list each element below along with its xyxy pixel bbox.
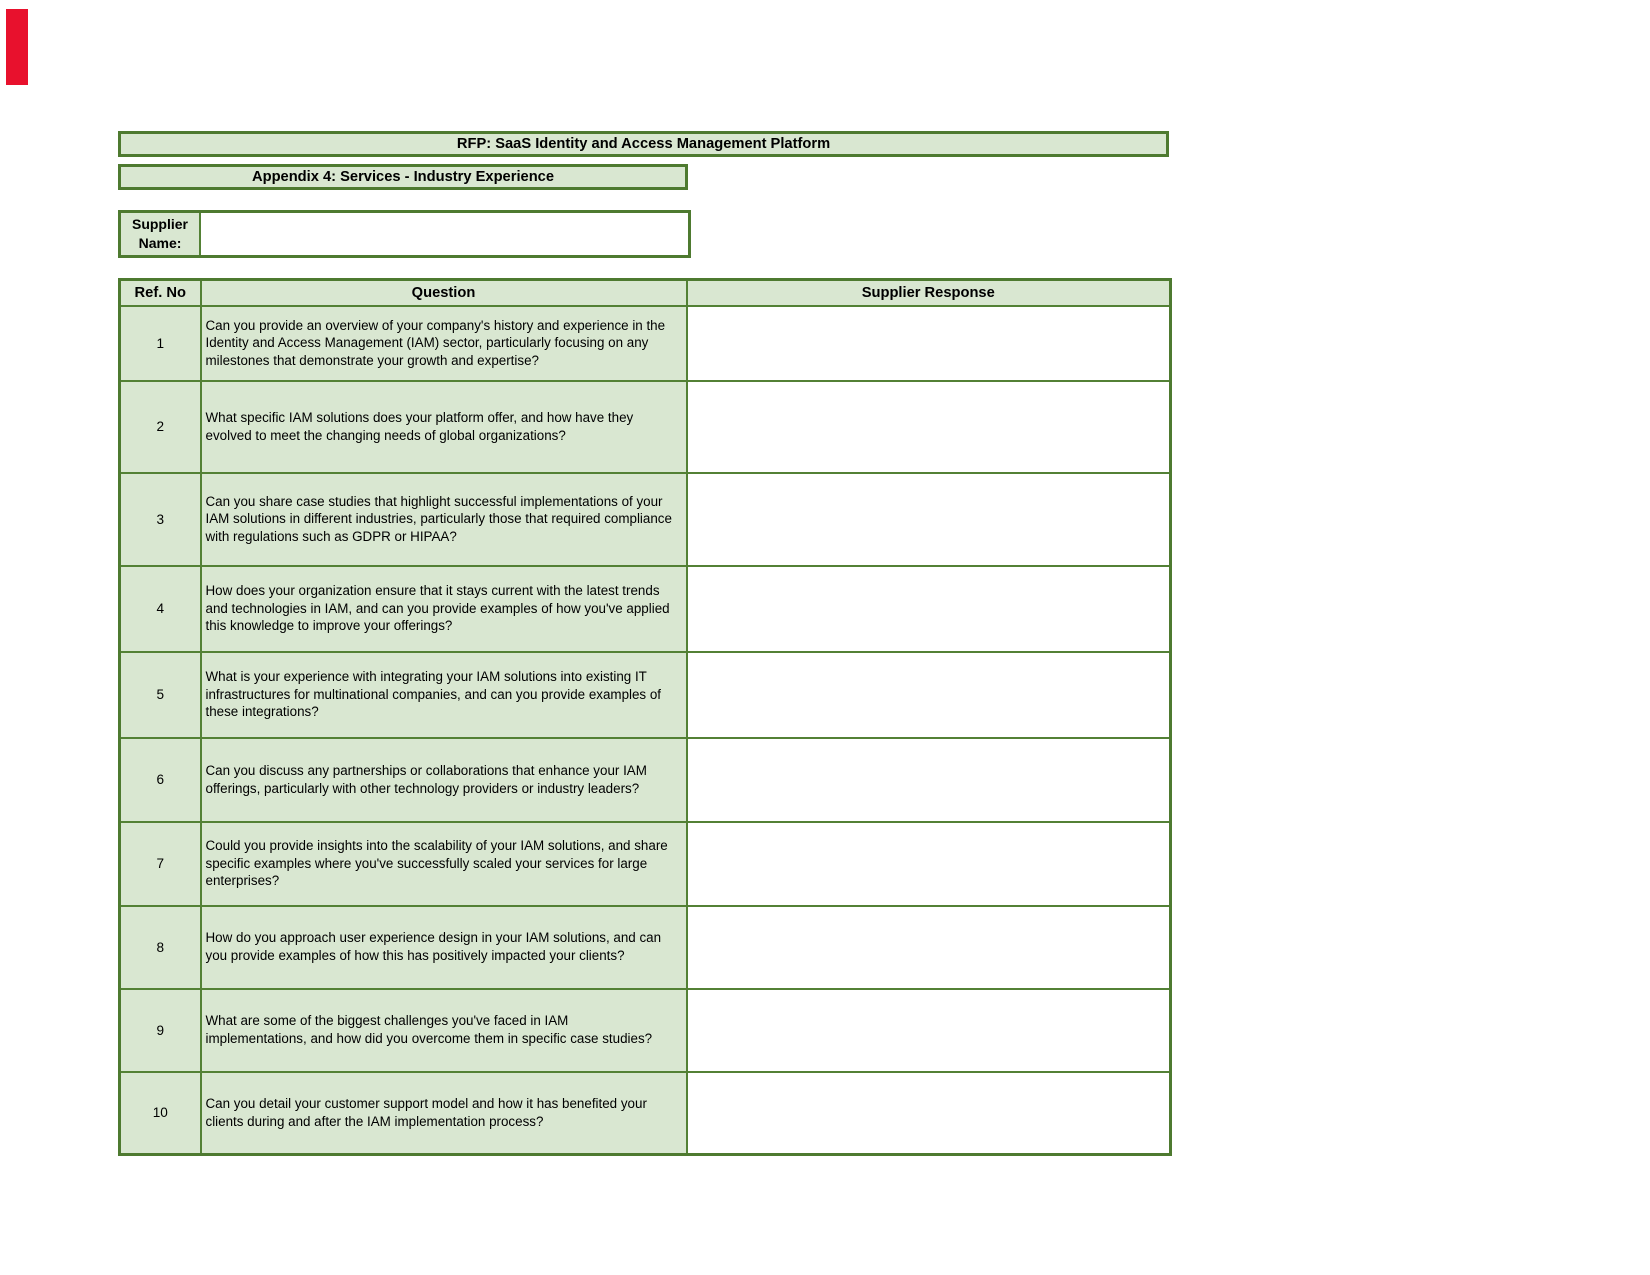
supplier-name-label: Supplier Name: [121, 213, 201, 255]
rfp-title-text: RFP: SaaS Identity and Access Management Platform [456, 135, 831, 152]
question-cell: Could you provide insights into the scalability of your IAM solutions, and share specific examples where you've successfully scaled your services for large enterprises? [201, 822, 687, 906]
response-cell[interactable] [687, 822, 1171, 906]
response-cell[interactable] [687, 989, 1171, 1072]
table-row [120, 652, 1171, 738]
appendix-banner-text: Appendix 4: Services - Industry Experience [251, 168, 555, 185]
supplier-name-box [118, 210, 691, 258]
question-cell: What is your experience with integrating your IAM solutions into existing IT infrastructures for multinational companies, and can you provide examples of these integrations? [201, 652, 687, 738]
appendix-banner [118, 164, 688, 190]
ref-no-cell: 7 [120, 822, 201, 906]
header-ref-no: Ref. No [120, 280, 201, 306]
ref-no-cell: 6 [120, 738, 201, 822]
question-cell: How do you approach user experience design in your IAM solutions, and can you provide examples of how this has positively impacted your clients? [201, 906, 687, 989]
header-question: Question [201, 280, 687, 306]
ref-no-cell: 4 [120, 566, 201, 652]
ref-no-cell: 8 [120, 906, 201, 989]
ref-no-cell: 5 [120, 652, 201, 738]
response-cell[interactable] [687, 652, 1171, 738]
table-row [120, 473, 1171, 566]
table-row [120, 1072, 1171, 1155]
supplier-name-input[interactable] [201, 213, 688, 255]
rfp-title-banner [118, 131, 1169, 157]
ref-no-cell: 1 [120, 306, 201, 381]
table-row [120, 989, 1171, 1072]
table-header-row [120, 280, 1171, 306]
response-cell[interactable] [687, 473, 1171, 566]
ref-no-cell: 10 [120, 1072, 201, 1155]
response-cell[interactable] [687, 1072, 1171, 1155]
question-cell: Can you share case studies that highlight successful implementations of your IAM solutions in different industries, particularly those that required compliance with regulations such as GDPR or HIPAA? [201, 473, 687, 566]
table-row [120, 566, 1171, 652]
question-cell: Can you discuss any partnerships or collaborations that enhance your IAM offerings, particularly with other technology providers or industry leaders? [201, 738, 687, 822]
ref-no-cell: 2 [120, 381, 201, 473]
question-table-body [120, 306, 1171, 1155]
table-row [120, 381, 1171, 473]
question-cell: What specific IAM solutions does your platform offer, and how have they evolved to meet the changing needs of global organizations? [201, 381, 687, 473]
question-cell: Can you provide an overview of your company's history and experience in the Identity and Access Management (IAM) sector, particularly focusing on any milestones that demonstrate your growth and expertise? [201, 306, 687, 381]
header-supplier-response: Supplier Response [687, 280, 1171, 306]
ref-no-cell: 3 [120, 473, 201, 566]
response-cell[interactable] [687, 906, 1171, 989]
response-cell[interactable] [687, 306, 1171, 381]
ref-no-cell: 9 [120, 989, 201, 1072]
table-row [120, 306, 1171, 381]
response-cell[interactable] [687, 566, 1171, 652]
table-row [120, 906, 1171, 989]
question-cell: What are some of the biggest challenges you've faced in IAM implementations, and how did you overcome them in specific case studies? [201, 989, 687, 1072]
table-row [120, 822, 1171, 906]
response-cell[interactable] [687, 738, 1171, 822]
question-table [118, 278, 1172, 1156]
question-cell: How does your organization ensure that it stays current with the latest trends and technologies in IAM, and can you provide examples of how you've applied this knowledge to improve your offerings? [201, 566, 687, 652]
red-marker [6, 9, 28, 85]
response-cell[interactable] [687, 381, 1171, 473]
question-cell: Can you detail your customer support model and how it has benefited your clients during and after the IAM implementation process? [201, 1072, 687, 1155]
table-row [120, 738, 1171, 822]
